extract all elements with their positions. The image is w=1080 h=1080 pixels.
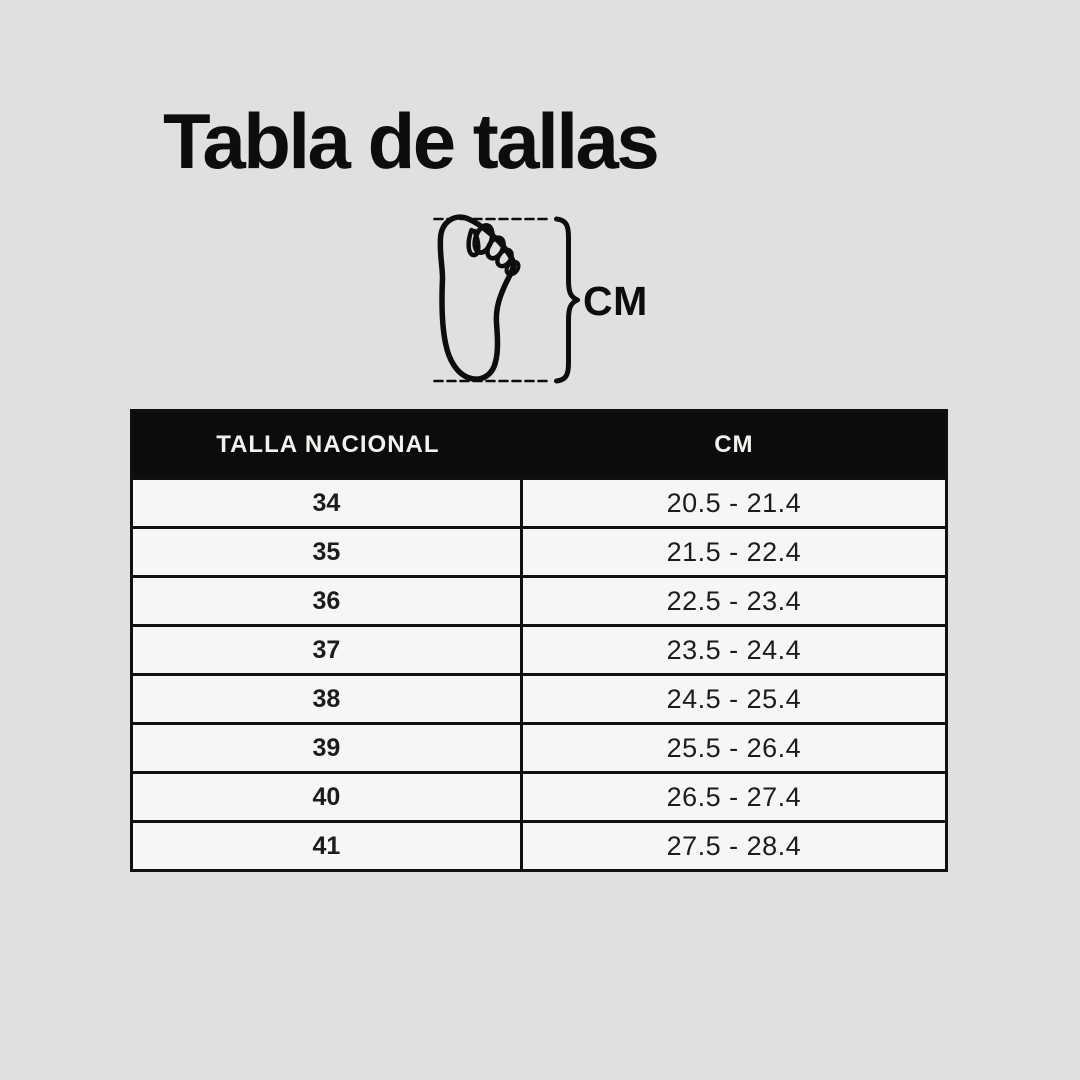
cm-range: 22.5 - 23.4 (666, 585, 802, 616)
table-row (133, 820, 945, 869)
cm-range: 25.5 - 26.4 (666, 732, 802, 763)
header-talla-nacional: TALLA NACIONAL (216, 430, 440, 458)
table-row (133, 575, 945, 624)
foot-sole-icon (420, 206, 592, 396)
cm-range: 21.5 - 22.4 (666, 536, 802, 567)
table-row (133, 771, 945, 820)
page-title: Tabla de tallas (163, 97, 658, 185)
cm-range: 20.5 - 21.4 (666, 487, 802, 518)
table-row (133, 673, 945, 722)
size-value: 34 (133, 480, 523, 526)
table-row (133, 477, 945, 526)
unit-label: CM (583, 278, 648, 324)
size-value: 39 (133, 725, 523, 771)
cm-range: 26.5 - 27.4 (666, 781, 802, 812)
size-value: 38 (133, 676, 523, 722)
size-value: 41 (133, 823, 523, 869)
toe-loop-3 (484, 235, 507, 261)
foot-measure-figure (420, 206, 750, 396)
cm-range: 23.5 - 24.4 (666, 634, 802, 665)
table-row (133, 526, 945, 575)
table-row (133, 624, 945, 673)
size-value: 37 (133, 627, 523, 673)
size-value: 40 (133, 774, 523, 820)
size-table (130, 409, 948, 872)
size-value: 36 (133, 578, 523, 624)
table-header-row (133, 412, 945, 477)
cm-range: 27.5 - 28.4 (666, 830, 802, 861)
table-row (133, 722, 945, 771)
cm-range: 24.5 - 25.4 (666, 683, 802, 714)
header-cm: CM (714, 430, 754, 458)
curly-brace-icon (557, 219, 578, 381)
size-value: 35 (133, 529, 523, 575)
